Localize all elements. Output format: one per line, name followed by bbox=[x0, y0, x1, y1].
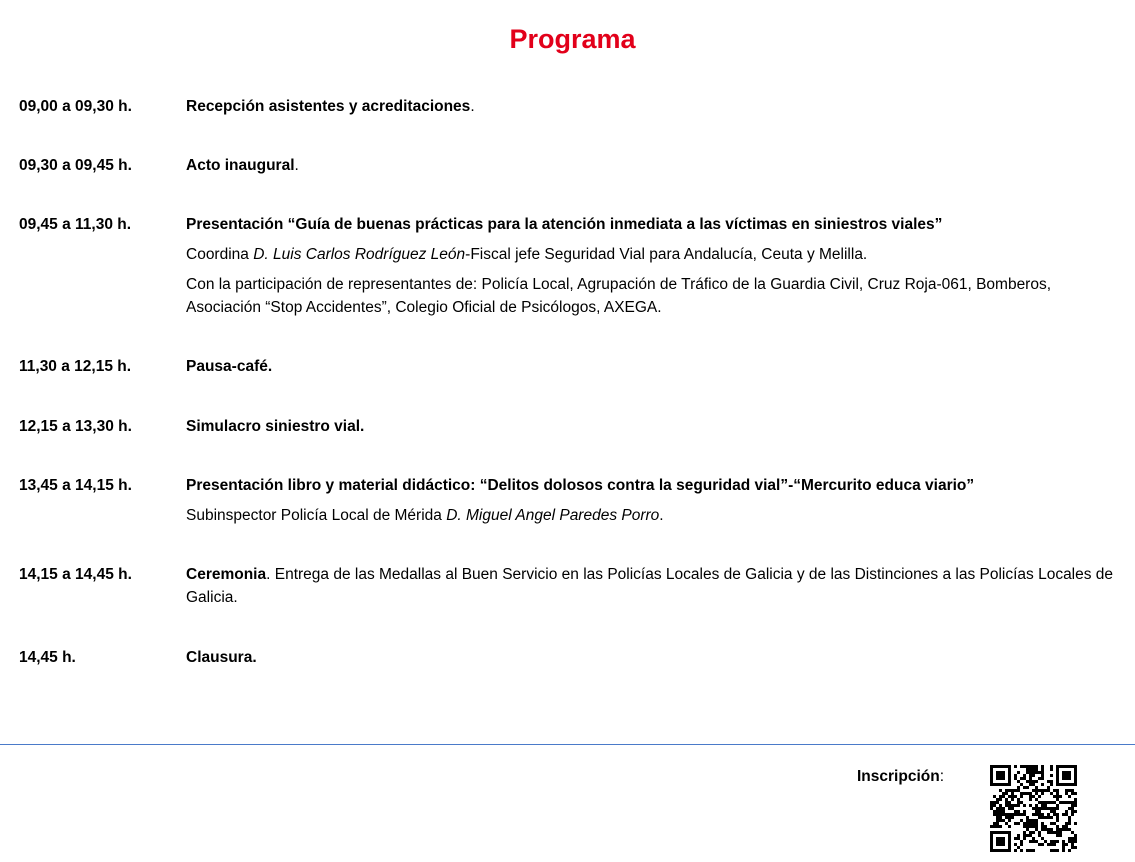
schedule-time: 13,45 a 14,15 h. bbox=[19, 477, 132, 494]
schedule-line bbox=[186, 474, 1121, 497]
inscripcion-label bbox=[857, 765, 944, 788]
schedule-time: 09,45 a 11,30 h. bbox=[19, 216, 132, 233]
schedule-line bbox=[186, 273, 1121, 319]
schedule-line bbox=[186, 243, 1121, 266]
schedule-content bbox=[186, 213, 1121, 319]
inscripcion-text: Inscripción bbox=[857, 768, 940, 785]
schedule-content bbox=[186, 646, 1121, 669]
schedule-content bbox=[186, 154, 1121, 177]
schedule-text: Subinspector Policía Local de Mérida bbox=[186, 507, 447, 524]
schedule-line bbox=[186, 213, 1121, 236]
schedule-time: 14,15 a 14,45 h. bbox=[19, 566, 132, 583]
schedule-line bbox=[186, 504, 1121, 527]
schedule-text: Presentación libro y material didáctico: “Delitos dolosos contra la seguridad vial”-“Mercurito educa viario” bbox=[186, 477, 975, 494]
qr-code-icon[interactable] bbox=[990, 765, 1077, 852]
schedule-line bbox=[186, 415, 1121, 438]
schedule-text: Con la participación de representantes de: Policía Local, Agrupación de Tráfico de la Guardia Civil, Cruz Roja-061, Bomberos, Asociación “Stop Accidentes”, Colegio Oficial de Psicólogos, AXEGA. bbox=[186, 276, 1052, 316]
schedule-text: Acto inaugural bbox=[186, 157, 295, 174]
footer-divider bbox=[0, 744, 1135, 745]
schedule-text: . bbox=[470, 98, 475, 115]
schedule-text: Pausa-café. bbox=[186, 358, 273, 375]
schedule-time: 11,30 a 12,15 h. bbox=[19, 358, 132, 375]
schedule-text: . Entrega de las Medallas al Buen Servicio en las Policías Locales de Galicia y de las Distinciones a las Policías Locales de Galicia. bbox=[186, 566, 1114, 606]
schedule-text: Presentación “Guía de buenas prácticas para la atención inmediata a las víctimas en siniestros viales” bbox=[186, 216, 943, 233]
schedule-line bbox=[186, 355, 1121, 378]
schedule-content bbox=[186, 95, 1121, 118]
schedule-time: 14,45 h. bbox=[19, 649, 76, 666]
schedule-text: Recepción asistentes y acreditaciones bbox=[186, 98, 471, 115]
schedule-text: Coordina bbox=[186, 246, 254, 263]
schedule-line bbox=[186, 646, 1121, 669]
schedule-text: Ceremonia bbox=[186, 566, 267, 583]
schedule-text: Simulacro siniestro vial. bbox=[186, 418, 365, 435]
schedule-content bbox=[186, 415, 1121, 438]
inscripcion-colon: : bbox=[939, 768, 944, 785]
schedule-line bbox=[186, 154, 1121, 177]
schedule-text: -Fiscal jefe Seguridad Vial para Andalucía, Ceuta y Melilla. bbox=[465, 246, 868, 263]
schedule-text: Clausura. bbox=[186, 649, 257, 666]
schedule-text: D. Luis Carlos Rodríguez León bbox=[253, 246, 466, 263]
schedule-time: 09,30 a 09,45 h. bbox=[19, 157, 132, 174]
page-title: Programa bbox=[509, 24, 636, 54]
schedule-content bbox=[186, 355, 1121, 378]
schedule-text: . bbox=[294, 157, 299, 174]
schedule-time: 12,15 a 13,30 h. bbox=[19, 418, 132, 435]
schedule-content bbox=[186, 474, 1121, 527]
schedule-text: . bbox=[659, 507, 664, 524]
schedule-content bbox=[186, 563, 1121, 609]
schedule-time: 09,00 a 09,30 h. bbox=[19, 98, 132, 115]
schedule-line bbox=[186, 95, 1121, 118]
schedule-line bbox=[186, 563, 1121, 609]
schedule-text: D. Miguel Angel Paredes Porro bbox=[446, 507, 660, 524]
